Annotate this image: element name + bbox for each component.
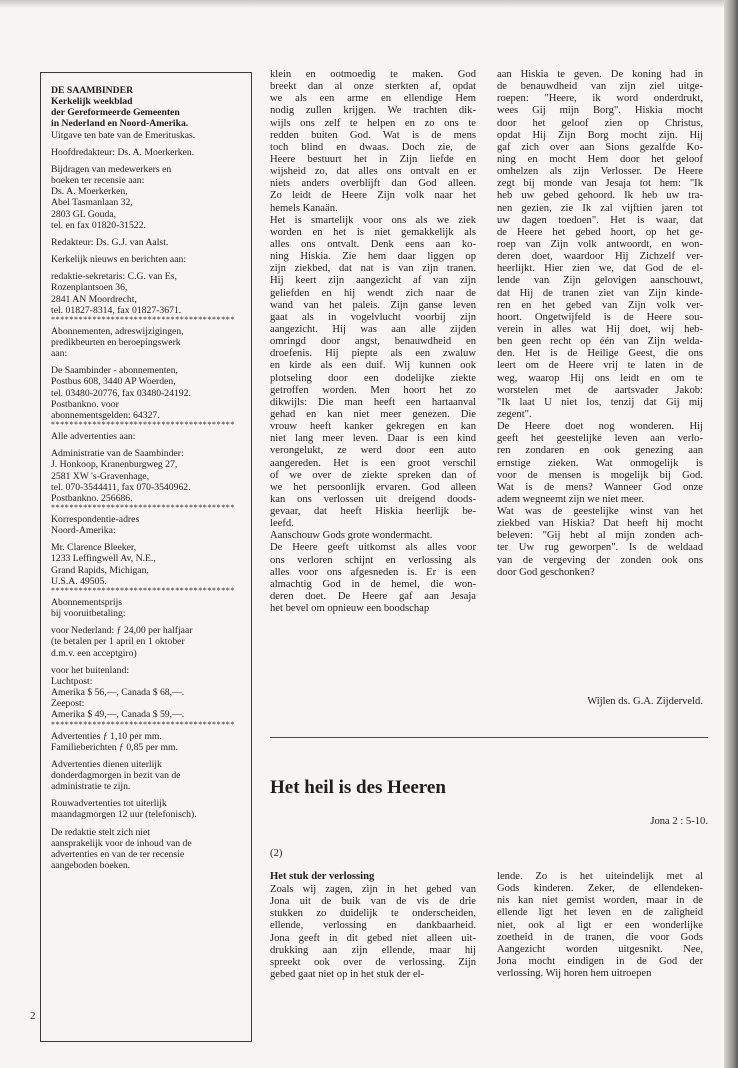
column-2-line: ren zondaren en ook genezing aan [497, 445, 703, 457]
secretary-line: redaktie-sekretaris: C.G. van Es, [51, 271, 177, 283]
ads-intro-line: Alle advertenties aan: [51, 431, 136, 443]
contributions-line: tel. en fax 01820-31522. [51, 219, 146, 231]
column-2-line: adem wegneemt zijn we niet meer. [497, 493, 645, 505]
subscriptions-address-line: Postbus 608, 3440 AP Woerden, [51, 376, 176, 388]
column-1-line: kan ons verlossen uit dreigend doods- [270, 493, 476, 505]
masthead-note [51, 130, 241, 141]
chief-editor-line: Hoofdredakteur: Ds. A. Moerkerken. [51, 146, 195, 158]
column-1-line: vrouw heeft kanker gekregen en kan [270, 421, 476, 433]
secretary [51, 271, 241, 316]
ads-address [51, 448, 241, 504]
column-1-line: dikwijls: Die man heeft een hartaanval [270, 396, 476, 408]
column-1-line: leefd. [270, 518, 294, 530]
price-netherlands-line: d.m.v. een acceptgiro) [51, 647, 137, 659]
column-1-line: redden buiten God. Wat is de mens [270, 129, 476, 141]
column-1-line: gaat als in vogelvlucht voorbij zijn [270, 311, 476, 323]
column-2-line: "Ik laat U niet los, tenzij dat Gij mij [497, 396, 703, 408]
column-1-line: we als een arme en ellendige Hem [270, 93, 476, 105]
article-left-line: gebed gaat niet op in het stuk der el- [270, 968, 425, 980]
colophon-box [40, 72, 252, 1042]
column-1-line: ons verloren schijnt en verlossing als [270, 554, 476, 566]
article-column-1 [270, 69, 476, 615]
masthead [51, 85, 241, 130]
column-1-line: niets anders overblijft dan God alleen. [270, 178, 476, 190]
correspondence-address-line: Grand Rapids, Michigan, [51, 564, 149, 576]
column-2-line: door het geloof zien op Christus, [497, 117, 703, 129]
column-1-line: alles voor ons afgesneden is. Er is een [270, 566, 476, 578]
price-abroad-line: voor het buitenland: [51, 664, 130, 676]
part-number: (2) [270, 848, 283, 859]
article-left-line: ellende, verlossing en dankbaarheid. [270, 920, 476, 932]
column-2-line: zegt bij monde van Jesaja tot hem: "Ik [497, 178, 703, 190]
column-2-line: leert om de Heere vrij te laten in de [497, 360, 703, 372]
column-2-line: de Heere het gebed hoort, op het ge- [497, 226, 703, 238]
ad-rates [51, 731, 241, 753]
masthead-line: in Nederland en Noord-Amerika. [51, 118, 189, 130]
article-right-line: zoetheid in de tranen, die voor Gods [497, 931, 703, 943]
column-2-line: weg, waarop Hij ons leidt en om te [497, 372, 703, 384]
column-1-line: wand van het paleis. Zijn ganse leven [270, 299, 476, 311]
column-1-line: of we over de ziekte spreken dan of [270, 469, 476, 481]
column-1-line: zijn ziekbed, dat nat is van zijn tranen. [270, 263, 476, 275]
contributions-line: 2803 GL Gouda, [51, 208, 117, 220]
article-left-line: spreekt ook over de verlossing. Zijn [270, 956, 476, 968]
column-2-line: van de vergeving der zonden ook ons [497, 554, 703, 566]
column-1-line: gevaar, dat heeft Hiskia heerlijk be- [270, 506, 476, 518]
column-2-line: ernstige zieken. Wat onmogelijk is [497, 457, 703, 469]
column-1-line: gehad en kan niet meer genezen. Die [270, 408, 476, 420]
masthead-line: DE SAAMBINDER [51, 85, 134, 96]
disclaimer [51, 827, 241, 872]
section-subheading: Het stuk der verlossing [270, 871, 375, 882]
article-right-line: niet, ook al ligt er een wonderlijke [497, 919, 703, 931]
editor [51, 237, 241, 248]
church-news [51, 254, 241, 265]
article-title: Het heil is des Heeren [270, 777, 446, 798]
column-2-line: roep van Zijn volk antwoordt, en won- [497, 238, 703, 250]
column-2-line: heerlijkt. Hier zien we, dat God de el- [497, 263, 703, 275]
separator-stars: **************************************** [51, 421, 235, 430]
column-1-line: en kirde als een duif. Wij kunnen ook [270, 360, 476, 372]
separator-stars: **************************************** [51, 315, 235, 324]
column-1-line: breekt dan al onze sterkten af, opdat [270, 81, 476, 93]
author-signature: Wijlen ds. G.A. Zijderveld. [587, 696, 703, 707]
article-left-line: Jona geeft in dit gebed niet alleen uit- [270, 932, 476, 944]
separator-stars: **************************************** [51, 504, 235, 512]
column-2-line: beleven: "Gij hebt al mijn zonden ach- [497, 530, 703, 542]
ad-deadline-line: donderdagmorgen in bezit van de [51, 769, 181, 781]
column-2-line: lende van Zijn gelovigen aanschouwt, [497, 275, 703, 287]
column-1-line: het bevel om opnieuw een boodschap [270, 603, 430, 615]
column-1-line: almachtig God in de hemel, die won- [270, 578, 476, 590]
column-2-line: Wat was de geestelijke winst van het [497, 506, 703, 518]
subscriptions-intro [51, 326, 241, 359]
article-right-line: lende. Zo is het uiteindelijk met al [497, 871, 703, 882]
ad-deadline-line: administratie te zijn. [51, 781, 131, 793]
ad-deadline-line: Advertenties dienen uiterlijk [51, 758, 162, 770]
column-2-line: Wat is de mens? Wanneer God onze [497, 481, 703, 493]
column-1-line: niet lang meer leven. Daar is een kind [270, 433, 476, 445]
article-right-line: Gods kinderen. Zeker, de ellendeken- [497, 883, 703, 895]
price-intro-line: bij vooruitbetaling: [51, 608, 126, 620]
price-netherlands-line: (te betalen per 1 april en 1 oktober [51, 636, 185, 648]
column-2-line: den. Het is de Heilige Geest, die ons [497, 348, 703, 360]
column-2-line: heb uw gebed gehoord. Ik heb uw tra- [497, 190, 703, 202]
page-top-shadow [0, 0, 724, 8]
column-2-line: ben geen recht op één van Zijn welda- [497, 336, 703, 348]
column-2-line: opdat Hij Zijn Borg mocht zijn. Hij [497, 129, 703, 141]
masthead-note-line: Uitgave ten bate van de Emerituskas. [51, 129, 196, 141]
price-abroad [51, 665, 241, 721]
column-1-line: getroffen worden. Men hoort het zo [270, 384, 476, 396]
column-2-line: dat Hij de tranen ziet van Zijn kinde- [497, 287, 703, 299]
chief-editor [51, 147, 241, 158]
disclaimer-line: advertenties en van de ter recensie [51, 848, 185, 860]
column-2-line: ziekbed van Hiskia? Dat heeft hij mocht [497, 518, 703, 530]
article-left-line: drukking aan zijn ellende, maar hij [270, 944, 476, 956]
column-2-line: zegent". [497, 408, 532, 420]
column-1-line: we het persoonlijk ervaren. God alleen [270, 481, 476, 493]
mourning-deadline-line: maandagmorgen 12 uur (telefonisch). [51, 809, 197, 821]
column-1-line: aangereden. Het is een groot verschil [270, 457, 476, 469]
column-1-line: droefenis. Hij piepte als een zwaluw [270, 348, 476, 360]
column-1-line: aangezicht. Hij was aan alle zijden [270, 323, 476, 335]
price-abroad-line: Amerika $ 49,—, Canada $ 59,—. [51, 709, 185, 721]
contributions-line: Bijdragen van medewerkers en [51, 163, 172, 175]
subscriptions-address-line: De Saambinder - abonnementen, [51, 365, 178, 377]
price-netherlands-line: voor Nederland: ƒ 24,00 per halfjaar [51, 625, 193, 637]
column-1-line: hemels Kanaän. [270, 202, 338, 214]
column-2-line: deren doet, waardoor Hij Zichzelf ver- [497, 251, 703, 263]
editor-line: Redakteur: Ds. G.J. van Aalst. [51, 236, 169, 248]
correspondence-intro-line: Korrespondentie-adres [51, 514, 140, 525]
scripture-reference: Jona 2 : 5-10. [650, 816, 708, 827]
column-2-line: roepen: "Heere, ik word onderdrukt, [497, 93, 703, 105]
ads-address-line: Postbankno. 256686. [51, 492, 133, 504]
subscriptions-address-line: abonnementsgelden: 64327. [51, 409, 160, 421]
contributions-line: boeken ter recensie aan: [51, 175, 145, 187]
column-1-line: klein en ootmoedig te maken. God [270, 69, 476, 80]
article-right-line: ellende ligt het leven en de zaligheid [497, 907, 703, 919]
church-news-line: Kerkelijk nieuws en berichten aan: [51, 254, 187, 266]
column-2-line: ning en mocht Hem door het geloof [497, 153, 703, 165]
article-right-line: Jona mocht eindigen in de God der [497, 955, 703, 967]
ads-address-line: J. Honkoop, Kranenburgweg 27, [51, 459, 178, 471]
column-2-line: wees Gij mijn Borg". Hiskia mocht [497, 105, 703, 117]
column-1-line: wijls ons zelf te helpen en zo ons te [270, 117, 476, 129]
contributions [51, 164, 241, 231]
column-1-line: toch blind en dwaas. Doch zie, de [270, 141, 476, 153]
article-column-2 [497, 69, 703, 579]
mourning-deadline [51, 798, 241, 820]
column-2-line: worstelen met de aartsvader Jakob: [497, 384, 703, 396]
column-1-line: nodig zullen krijgen. We trachten dik- [270, 105, 476, 117]
column-1-line: Zo leidt de Heere Zijn volk naar het [270, 190, 476, 202]
masthead-line: Kerkelijk weekblad [51, 96, 133, 108]
subscriptions-intro-line: Abonnementen, adreswijzigingen, [51, 325, 184, 337]
ad-rates-line: Advertenties ƒ 1,10 per mm. [51, 730, 162, 742]
disclaimer-line: aansprakelijk voor de inhoud van de [51, 837, 192, 849]
subscriptions-address-line: Postbankno. voor [51, 398, 119, 410]
disclaimer-line: aangeboden boeken. [51, 860, 131, 872]
article-right-line: nis kan niet gemist worden, maar in de [497, 895, 703, 907]
ad-rates-line: Familieberichten ƒ 0,85 per mm. [51, 741, 178, 753]
column-2-line: ren en het gebed van Zijn volk ver- [497, 299, 703, 311]
subscriptions-address-line: tel. 03480-20776, fax 03480-24192. [51, 387, 191, 399]
column-1-line: Aanschouw Gods grote wondermacht. [270, 530, 433, 542]
article-body-right [497, 871, 703, 980]
column-1-line: ning Hiskia. Zie hem daar liggen op [270, 251, 476, 263]
disclaimer-line: De redaktie stelt zich niet [51, 826, 150, 838]
price-abroad-line: Luchtpost: [51, 675, 93, 687]
column-1-line: plotseling door een dodelijke ziekte [270, 372, 476, 384]
column-2-line: aan Hiskia te geven. De koning had in [497, 69, 703, 80]
contributions-line: Ds. A. Moerkerken, [51, 186, 128, 198]
masthead-line: der Gereformeerde Gemeenten [51, 107, 180, 119]
ads-address-line: 2581 XW 's-Gravenhage, [51, 470, 150, 482]
ads-address-line: Administratie van de Saambinder: [51, 448, 184, 460]
correspondence-address-line: Mr. Clarence Bleeker, [51, 542, 137, 554]
column-2-line: omhelzen als zijn Verlosser. De Heere [497, 166, 703, 178]
subscriptions-intro-line: aan: [51, 348, 68, 360]
correspondence-address [51, 542, 241, 587]
article-body-left [270, 884, 476, 981]
ads-intro [51, 431, 241, 442]
column-1-line: Hij keert zijn aangezicht af van zijn [270, 275, 476, 287]
column-2-line: geeft het geestelijke leven aan verlo- [497, 433, 703, 445]
article-left-line: stukken zo duidelijk te onderscheiden, [270, 908, 476, 920]
contributions-line: Abel Tasmanlaan 32, [51, 197, 133, 209]
article-right-line: verlossing. Wij horen hem uitroepen [497, 968, 652, 980]
article-left-line: Jona uit de buik van de vis de drie [270, 896, 476, 908]
page-edge [724, 0, 738, 1068]
column-1-line: De Heere geeft uitkomst als alles voor [270, 542, 476, 554]
article-left-line: Zoals wij zagen, zijn in het gebed van [270, 884, 476, 895]
column-2-line: ter Uw rug geworpen". Is de weldaad [497, 542, 703, 554]
correspondence-intro [51, 514, 241, 536]
subscriptions-intro-line: predikbeurten en beroepingswerk [51, 336, 181, 348]
column-1-line: worden en het is niet gemakkelijk als [270, 226, 476, 238]
correspondence-address-line: 1233 Leffingwell Av, N.E., [51, 553, 156, 565]
price-abroad-line: Amerika $ 56,—, Canada $ 68,—. [51, 687, 185, 699]
separator-stars: **************************************** [51, 586, 235, 595]
column-1-line: wijsheid zo, dat alles ons ontvalt en er [270, 166, 476, 178]
separator-stars: **************************************** [51, 720, 235, 729]
ad-deadline [51, 759, 241, 792]
column-2-line: De Heere doet nog wonderen. Hij [497, 421, 703, 433]
price-netherlands [51, 625, 241, 658]
column-2-line: de benauwdheid van zijn ziel uitge- [497, 81, 703, 93]
column-2-line: gaf zich over aan Sions gezalfde Ko- [497, 141, 703, 153]
column-1-line: omringd door angst, benauwdheid en [270, 336, 476, 348]
price-intro [51, 597, 241, 619]
column-1-line: deren doet. De Heere gaf aan Jesaja [270, 591, 476, 603]
price-intro-line: Abonnementsprijs [51, 596, 123, 608]
column-2-line: hoort. Ongetwijfeld is de Heere sou- [497, 311, 703, 323]
article-divider [270, 737, 708, 738]
article-right-line: Aangezicht worden uitgesnikt. Nee, [497, 943, 703, 955]
subscriptions-address [51, 365, 241, 421]
price-abroad-line: Zeepost: [51, 698, 85, 710]
column-1-line: Het is smartelijk voor ons als we ziek [270, 214, 476, 226]
correspondence-intro-line: Noord-Amerika: [51, 525, 116, 537]
secretary-line: tel. 01827-8314, fax 01827-3671. [51, 304, 182, 316]
mourning-deadline-line: Rouwadvertenties tot uiterlijk [51, 798, 167, 810]
column-2-line: door God geschonken? [497, 566, 595, 578]
column-1-line: Heere bestuurt het in Zijn liefde en [270, 153, 476, 165]
secretary-line: Rozenplantsoen 36, [51, 282, 128, 294]
column-1-line: alles ons ontvalt. Denk eens aan ko- [270, 238, 476, 250]
column-2-line: uw dagen toedoen". Het is waar, dat [497, 214, 703, 226]
secretary-line: 2841 AN Moordrecht, [51, 293, 137, 305]
column-2-line: voor de mensen is mogelijk bij God. [497, 469, 703, 481]
page-number: 2 [30, 1010, 36, 1022]
correspondence-address-line: U.S.A. 49505. [51, 575, 107, 587]
column-2-line: nen gezien, zie Ik zal vijftien jaren tot [497, 202, 703, 214]
column-1-line: verongelukt, ze werd door een auto [270, 445, 476, 457]
column-2-line: verein in alles wat Hij doet, wij heb- [497, 323, 703, 335]
column-1-line: geliefden en hij wendt zich naar de [270, 287, 476, 299]
ads-address-line: tel. 070-3544411, fax 070-3540962. [51, 481, 191, 493]
